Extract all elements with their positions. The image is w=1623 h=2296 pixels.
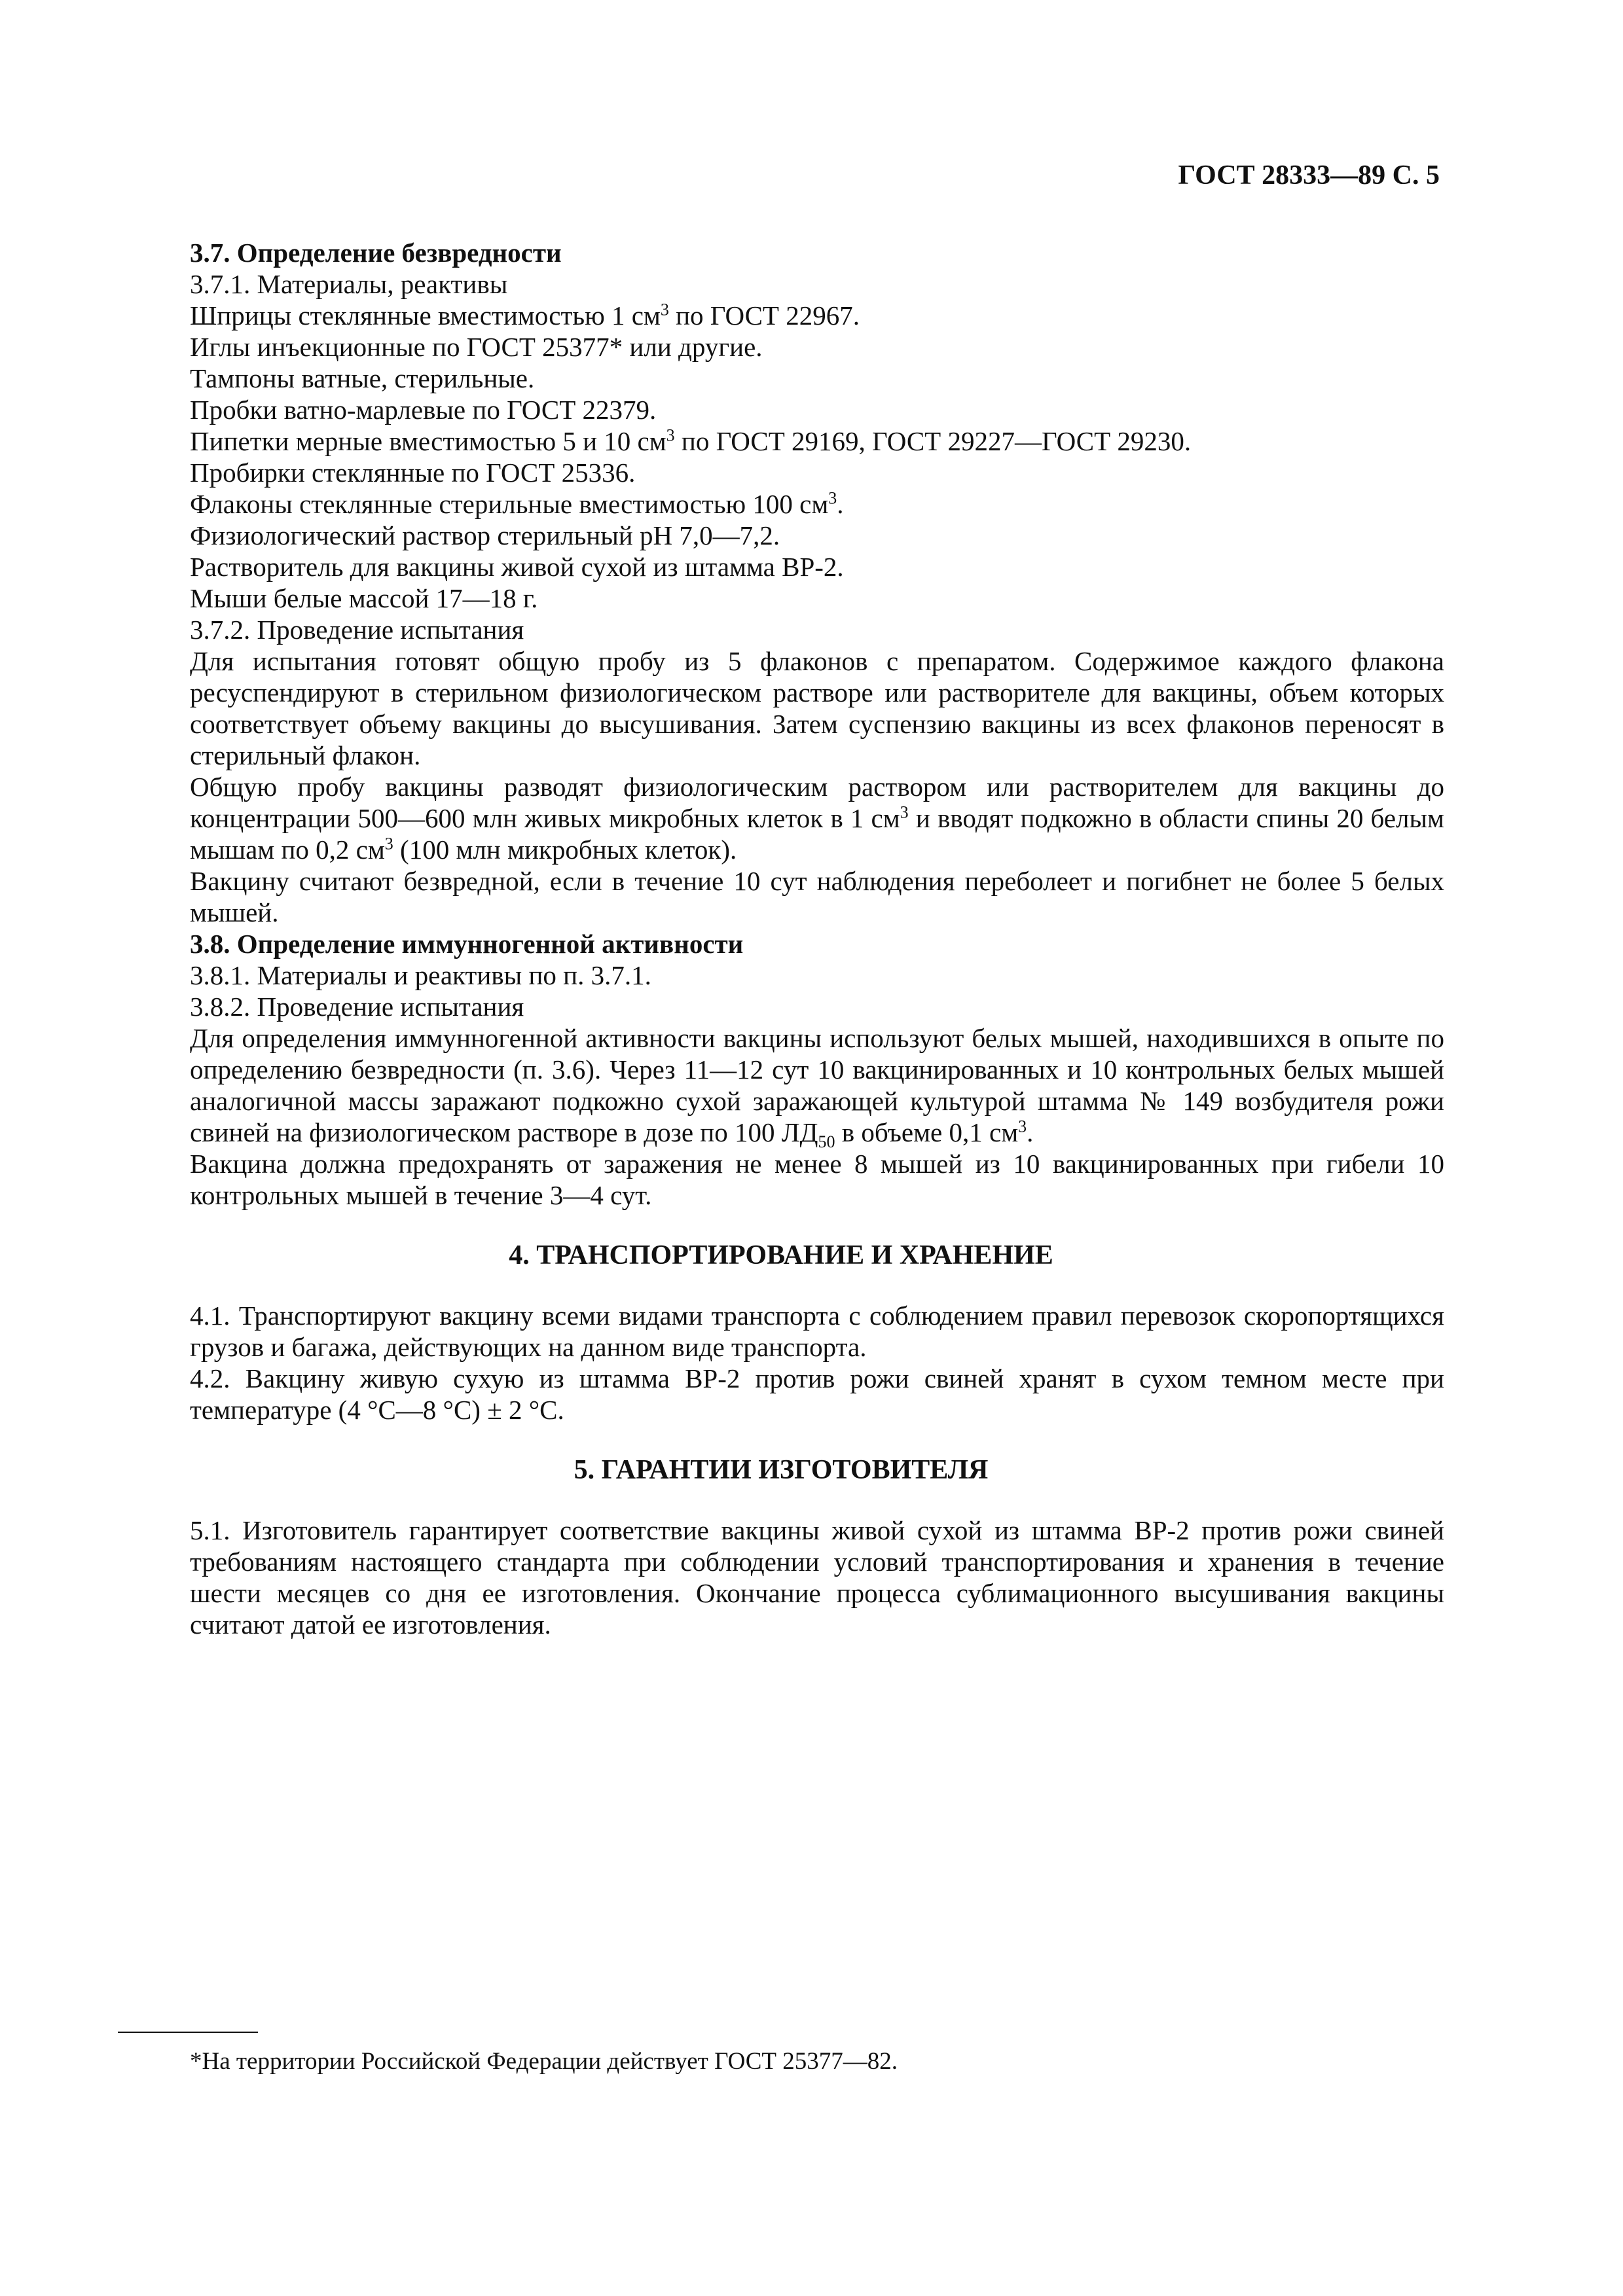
subsection-3-7-2: 3.7.2. Проведение испытания (190, 615, 524, 645)
paragraph-5-1: 5.1. Изготовитель гарантирует соответствие вакцины живой сухой из штамма ВР-2 против рожи свиней требованиям настоящего стандарта при соблюдении условий транспортирования и хранения в течение шести месяцев со дня ее изготовления. Окончание процесса сублимационного высушивания вакцины считают датой ее изготовления. (190, 1515, 1444, 1640)
section-3-8-heading: 3.8. Определение иммунногенной активности (190, 929, 744, 959)
footnote: *На территории Российской Федерации действует ГОСТ 25377—82. (190, 2048, 898, 2075)
materials-item: Мыши белые массой 17—18 г. (190, 583, 538, 613)
materials-item: Пробки ватно-марлевые по ГОСТ 22379. (190, 395, 657, 425)
materials-item: Иглы инъекционные по ГОСТ 25377* или другие. (190, 332, 763, 362)
materials-item: Физиологический раствор стерильный pH 7,0—7,2. (190, 520, 780, 550)
paragraph-3-8-2-a: Для определения иммунногенной активности вакцины используют белых мышей, находившихся в опыте по определению безвредности (п. 3.6). Через 11—12 сут 10 вакцинированных и 10 контрольных белых мышей аналогичной массы заражают подкожно сухой заражающей культурой штамма № 149 возбудителя рожи свиней на физиологическом растворе в дозе по 100 $ЛД_{50}$ в объеме 0,1 $см^3$. (190, 1023, 1444, 1152)
footnote-divider (118, 2032, 258, 2033)
materials-item: Пробирки стеклянные по ГОСТ 25336. (190, 457, 636, 488)
materials-item: Тампоны ватные, стерильные. (190, 363, 535, 393)
materials-item: Пипетки мерные вместимостью 5 и 10 $см^3$ по ГОСТ 29169, ГОСТ 29227—ГОСТ 29230. (190, 425, 1192, 456)
section-3-7-heading: 3.7. Определение безвредности (190, 238, 562, 268)
subsection-3-8-1: 3.8.1. Материалы и реактивы по п. 3.7.1. (190, 960, 651, 990)
paragraph-4-1: 4.1. Транспортируют вакцину всеми видами транспорта с соблюдением правил перевозок скоропортящихся грузов и багажа, действующих на данном виде транспорта. (190, 1300, 1444, 1362)
page-header: ГОСТ 28333—89 С. 5 (1178, 160, 1440, 190)
subsection-3-7-1: 3.7.1. Материалы, реактивы (190, 269, 508, 299)
materials-item: Флаконы стеклянные стерильные вместимостью 100 $см^3$. (190, 488, 844, 519)
section-4-heading: 4. ТРАНСПОРТИРОВАНИЕ И ХРАНЕНИЕ (509, 1240, 1053, 1270)
paragraph-4-2: 4.2. Вакцину живую сухую из штамма ВР-2 против рожи свиней хранят в сухом темном месте при температуре (4 °С—8 °С) ± 2 °С. (190, 1363, 1444, 1425)
section-5-heading: 5. ГАРАНТИИ ИЗГОТОВИТЕЛЯ (574, 1455, 989, 1485)
paragraph-3-7-2-b: Общую пробу вакцины разводят физиологическим раствором или растворителем для вакцины до концентрации 500—600 млн живых микробных клеток в 1 $см^3$ и вводят подкожно в области спины 20 белым мышам по 0,2 $см^3$ (100 млн микробных клеток). (190, 772, 1444, 865)
paragraph-3-7-2-a: Для испытания готовят общую пробу из 5 флаконов с препаратом. Содержимое каждого флакона ресуспендируют в стерильном физиологическом растворе или растворителе для вакцины, объем которых соответствует объему вакцины до высушивания. Затем суспензию вакцины из всех флаконов переносят в стерильный флакон. (190, 646, 1444, 770)
paragraph-3-8-2-b: Вакцина должна предохранять от заражения не менее 8 мышей из 10 вакцинированных при гибели 10 контрольных мышей в течение 3—4 сут. (190, 1149, 1444, 1210)
materials-item: Растворитель для вакцины живой сухой из штамма ВР-2. (190, 552, 844, 582)
subsection-3-8-2: 3.8.2. Проведение испытания (190, 992, 524, 1022)
document-body (118, 237, 1444, 1640)
paragraph-3-7-2-c: Вакцину считают безвредной, если в течение 10 сут наблюдения переболеет и погибнет не более 5 белых мышей. (190, 866, 1444, 927)
materials-item: Шприцы стеклянные вместимостью 1 $см^3$ по ГОСТ 22967. (190, 300, 860, 331)
